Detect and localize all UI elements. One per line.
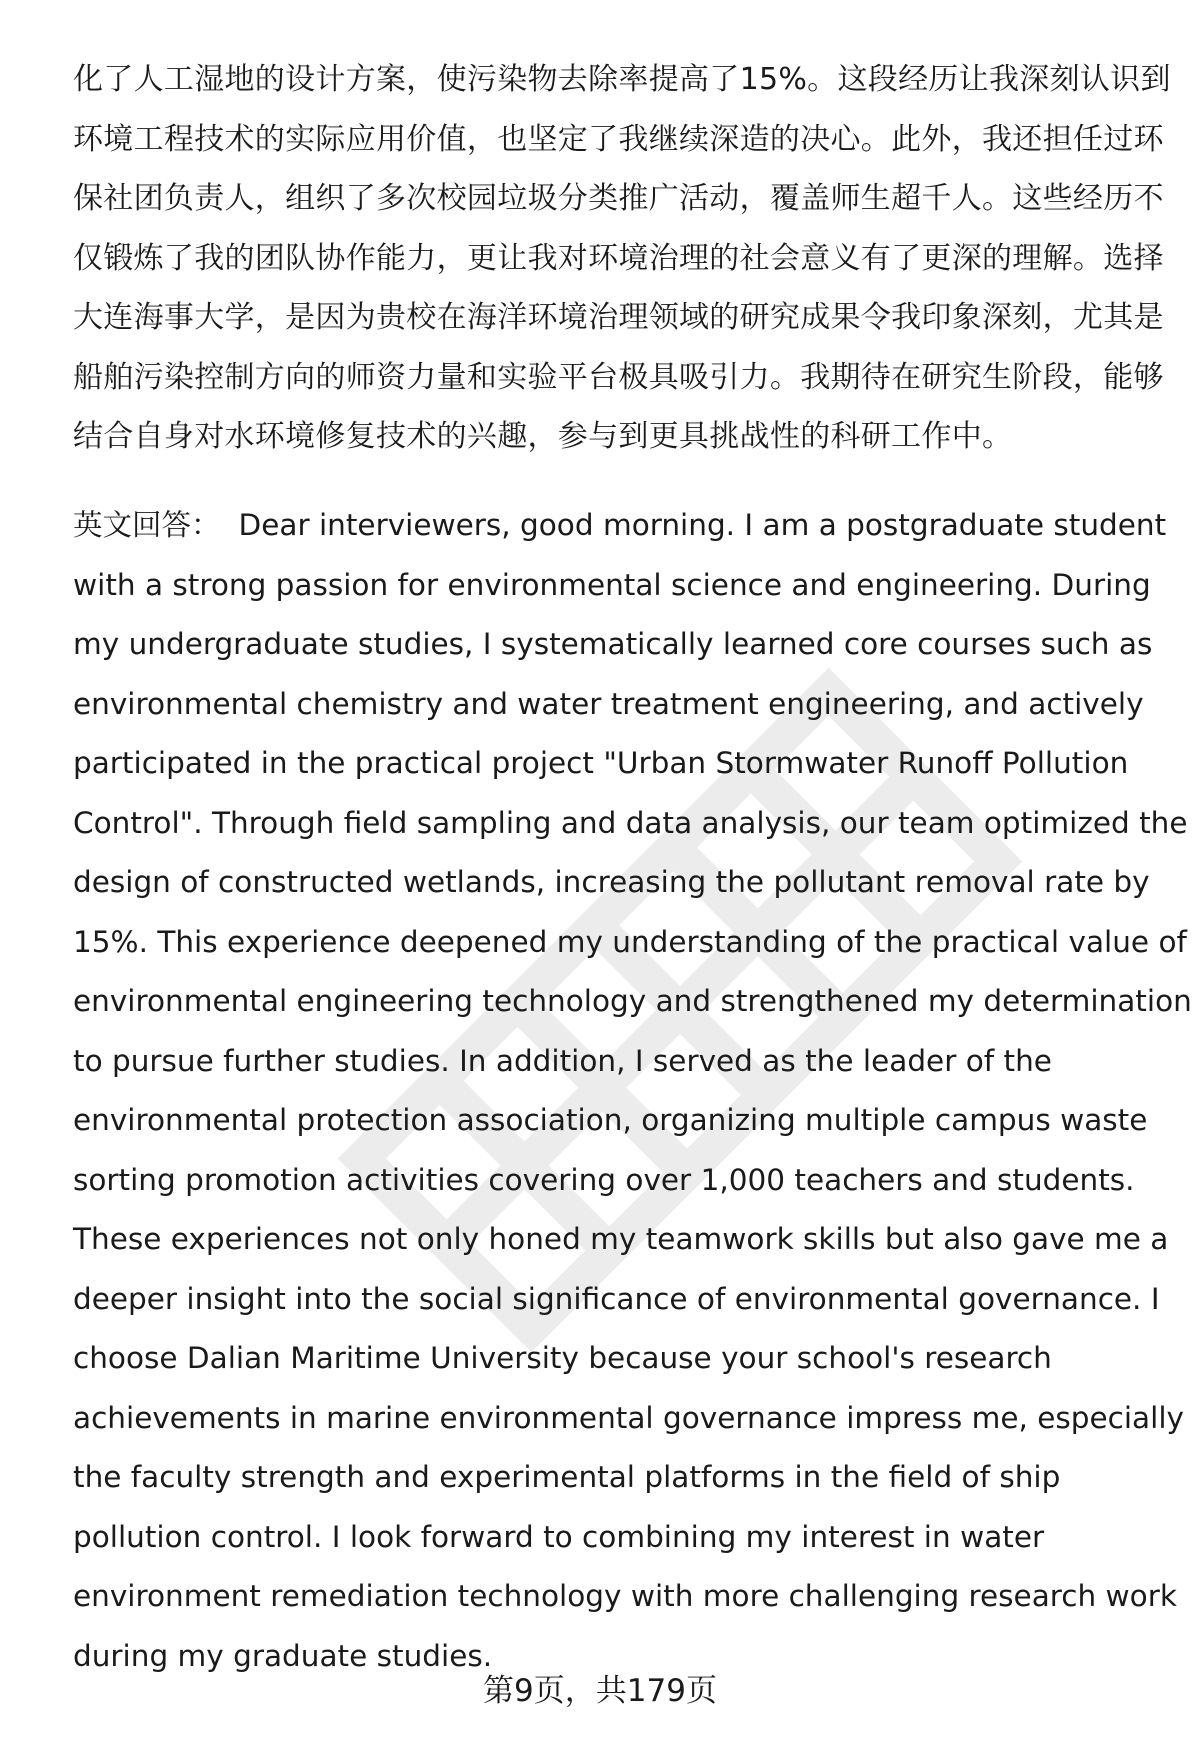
english-line: These experiences not only honed my teamwork skills but also gave me a (73, 1222, 1169, 1256)
english-line: sorting promotion activities covering over 1,000 teachers and students. (73, 1162, 1135, 1197)
page-number-footer: 第9页，共179页 (483, 1673, 717, 1709)
chinese-line: 仅锻炼了我的团队协作能力，更让我对环境治理的社会意义有了更深的理解。选择 (73, 240, 1164, 276)
english-line: to pursue further studies. In addition, I served as the leader of the (73, 1043, 1052, 1078)
english-line: my undergraduate studies, I systematically learned core courses such as (73, 627, 1153, 661)
english-line: environment remediation technology with more challenging research work (73, 1579, 1177, 1613)
english-line: with a strong passion for environmental science and engineering. During (73, 567, 1151, 602)
english-answer-label: 英文回答： (73, 508, 221, 542)
english-line: during my graduate studies. (73, 1638, 493, 1673)
english-line: environmental chemistry and water treatment engineering, and actively (73, 686, 1144, 721)
chinese-paragraph (73, 50, 1171, 467)
english-first-line (73, 496, 1167, 556)
chinese-line: 结合自身对水环境修复技术的兴趣，参与到更具挑战性的科研工作中。 (73, 419, 1013, 454)
english-line: participated in the practical project "Urban Stormwater Runoff Pollution (73, 746, 1129, 780)
chinese-line: 化了人工湿地的设计方案，使污染物去除率提高了15%。这段经历让我深刻认识到 (73, 62, 1171, 97)
english-line: environmental engineering technology and strengthened my determination (73, 984, 1192, 1018)
english-line: the faculty strength and experimental platforms in the field of ship (73, 1460, 1061, 1494)
english-line: Control". Through field sampling and data analysis, our team optimized the (73, 805, 1188, 840)
chinese-line: 保社团负责人，组织了多次校园垃圾分类推广活动，覆盖师生超千人。这些经历不 (73, 181, 1164, 216)
chinese-line: 环境工程技术的实际应用价值，也坚定了我继续深造的决心。此外，我还担任过环 (73, 121, 1164, 157)
english-line: choose Dalian Maritime University because your school's research (73, 1341, 1052, 1375)
english-line: 15%. This experience deepened my understanding of the practical value of (73, 924, 1187, 959)
english-line: deeper insight into the social significance of environmental governance. I (73, 1281, 1160, 1316)
english-line: achievements in marine environmental governance impress me, especially (73, 1400, 1184, 1435)
english-answer-paragraph (73, 496, 1192, 1686)
english-line: Dear interviewers, good morning. I am a postgraduate student (238, 508, 1167, 542)
chinese-line: 大连海事大学，是因为贵校在海洋环境治理领域的研究成果令我印象深刻，尤其是 (73, 300, 1164, 335)
english-line: environmental protection association, organizing multiple campus waste (73, 1103, 1148, 1137)
chinese-line: 船舶污染控制方向的师资力量和实验平台极具吸引力。我期待在研究生阶段，能够 (73, 359, 1164, 395)
english-line: pollution control. I look forward to combining my interest in water (73, 1519, 1045, 1554)
english-line: design of constructed wetlands, increasing the pollutant removal rate by (73, 865, 1150, 899)
